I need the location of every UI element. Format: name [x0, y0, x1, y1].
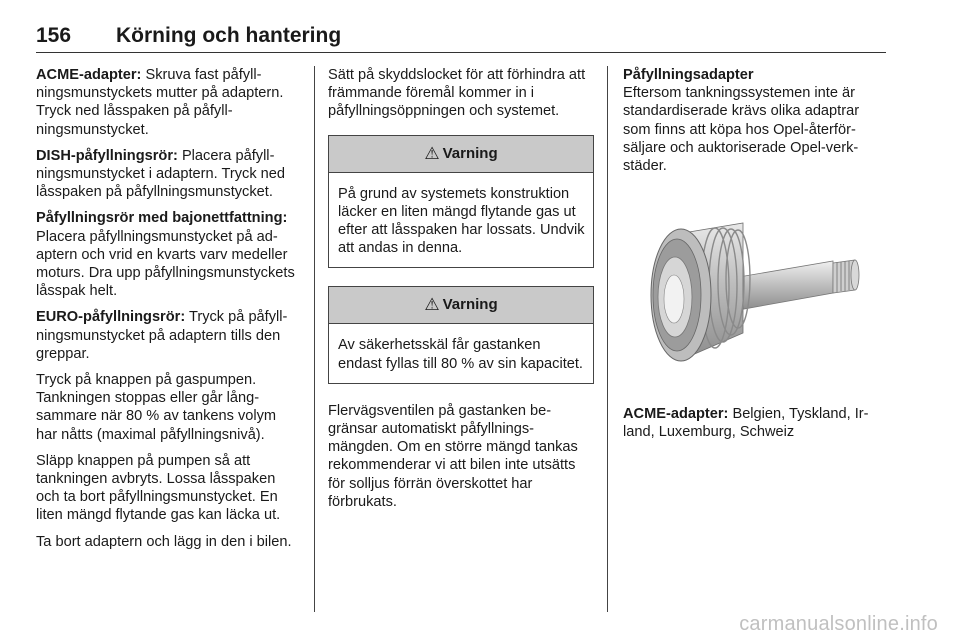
paragraph — [36, 66, 300, 139]
warning-icon: ⚠ — [424, 295, 440, 315]
term-label: ACME-adapter: — [36, 67, 142, 83]
warning-text: På grund av systemets konstruktion läcker en liten mängd flytande gas ut efter att låsspaken har lossats. Undvik att andas in denna. — [338, 185, 585, 257]
paragraph: Sätt på skyddslocket för att förhindra att främmande föremål kommer in i påfyllningsöppningen och systemet. — [328, 67, 586, 120]
adapter-illustration — [623, 183, 885, 395]
paragraph-text: Placera påfyllningsmunstycket i adaptern. Tryck ned låsspaken på påfyllningsmunstycket. — [36, 147, 286, 201]
section-heading: Påfyllningsadapter — [623, 67, 754, 83]
warning-title: Varning — [442, 144, 498, 162]
figure-caption — [623, 405, 885, 441]
warning-box — [328, 135, 594, 269]
chapter-title: Körning och hantering — [116, 24, 342, 47]
page-header — [36, 18, 886, 53]
watermark: carmanualsonline.info — [739, 613, 938, 635]
warning-header — [329, 287, 593, 324]
paragraph-text: Skruva fast påfyllningsmunstyckets mutter på adaptern. Tryck ned låsspaken på påfyllningsmunstycket. — [36, 67, 284, 138]
paragraph: Släpp knappen på pumpen så att tankningen avbryts. Lossa låsspaken och ta bort påfyllningsmunstycket. En liten mängd flytande gas kan läcka ut. — [36, 452, 281, 524]
paragraph: Tryck på knappen på gaspumpen. Tankningen stoppas eller går långsammare när 80 % av tankens volym har nåtts (maximal påfyllningsnivå). — [36, 372, 277, 443]
paragraph — [36, 147, 300, 202]
warning-text: Av säkerhetsskäl får gastanken endast fyllas till 80 % av sin kapacitet. — [338, 337, 583, 372]
paragraph — [36, 308, 300, 363]
paragraph: Ta bort adaptern och lägg in den i bilen. — [36, 533, 292, 550]
paragraph: Eftersom tankningssystemen inte är standardiserade krävs olika adaptrar som finns att köpa hos Opel-återförsäljare och auktoriserade Opel-verkstäder. — [623, 85, 860, 175]
column-right — [623, 66, 885, 450]
column-divider — [607, 66, 608, 612]
warning-header — [329, 136, 593, 173]
column-divider — [314, 66, 315, 612]
caption-text: Belgien, Tyskland, Irland, Luxemburg, Schweiz — [623, 406, 869, 441]
column-middle — [328, 66, 594, 519]
term-label: EURO-påfyllningsrör: — [36, 309, 186, 326]
paragraph — [36, 209, 300, 300]
term-label: DISH-påfyllningsrör: — [36, 147, 178, 164]
warning-title: Varning — [442, 296, 498, 314]
paragraph-text: Placera påfyllningsmunstycket på adaptern och vrid en kvarts varv medeller moturs. Dra upp påfyllningsmunstyckets låsspak helt. — [36, 228, 295, 300]
paragraph-text: Tryck på påfyllningsmunstycket på adaptern tills den greppar. — [36, 309, 288, 362]
term-label: Påfyllningsrör med bajonettfattning: — [36, 210, 288, 227]
warning-icon: ⚠ — [424, 143, 440, 163]
page-number: 156 — [36, 24, 72, 47]
paragraph: Flervägsventilen på gastanken begränsar automatiskt påfyllningsmängden. Om en större mängd tankas rekommenderar vi att bilen inte utsätts för solljus förrän överskottet har förbrukats. — [328, 402, 578, 510]
term-label: ACME-adapter: — [623, 406, 729, 423]
warning-box — [328, 286, 594, 383]
column-left — [36, 66, 300, 559]
